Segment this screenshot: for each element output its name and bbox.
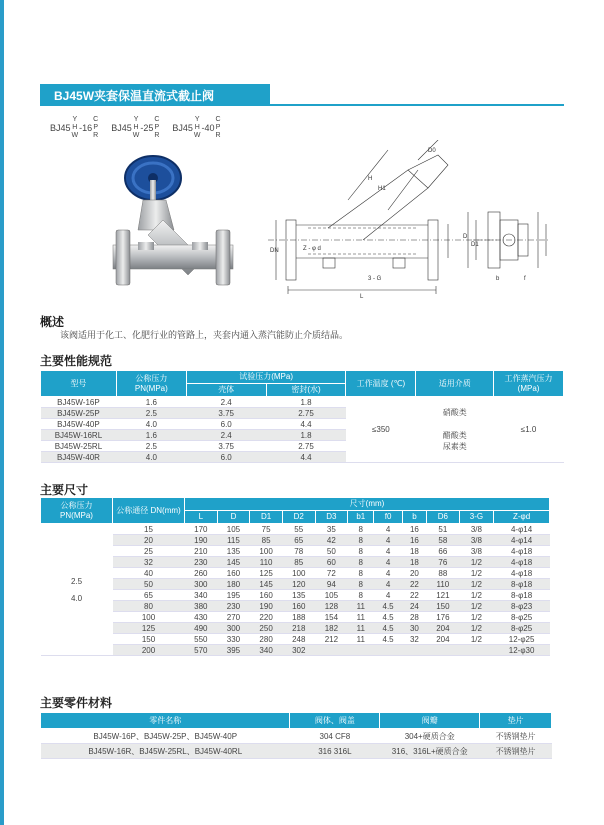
- size-cell: 8-φ18: [494, 590, 550, 601]
- model-code-prefix: BJ45: [111, 123, 132, 133]
- perf-cell: 1.8: [266, 397, 346, 408]
- size-col-header: D3: [315, 511, 348, 524]
- model-code-letter: Y: [133, 116, 139, 123]
- model-code-letter: C: [93, 116, 99, 123]
- size-cell: [402, 645, 426, 656]
- performance-table: [40, 370, 564, 463]
- size-cell: 50: [113, 579, 185, 590]
- size-cell: 135: [282, 590, 315, 601]
- perf-cell: 2.4: [186, 397, 266, 408]
- size-cell: 22: [402, 579, 426, 590]
- size-cell: 160: [250, 590, 283, 601]
- size-cell: 42: [315, 535, 348, 546]
- page-title: BJ45W夹套保温直流式截止阀: [40, 84, 270, 104]
- perf-cell: BJ45W-40R: [41, 452, 117, 463]
- size-cell: 176: [427, 612, 460, 623]
- dim-label-H1: H1: [378, 186, 386, 192]
- size-cell: 135: [217, 546, 250, 557]
- size-cell: 430: [185, 612, 218, 623]
- size-cell: 280: [250, 634, 283, 645]
- perf-temp-cell: ≤350: [346, 397, 416, 463]
- model-code-letters: [72, 116, 79, 140]
- size-col-header: D6: [427, 511, 460, 524]
- size-row: [41, 590, 550, 601]
- model-code-materials: [216, 116, 221, 140]
- size-cell: 20: [113, 535, 185, 546]
- mat-cell: 不锈钢垫片: [480, 744, 552, 759]
- size-cell: 160: [217, 568, 250, 579]
- size-cell: 260: [185, 568, 218, 579]
- model-code-letter: P: [154, 124, 160, 131]
- perf-cell: 1.6: [116, 397, 186, 408]
- mat-header: 零件名称: [41, 713, 290, 729]
- model-code-letter: H: [133, 124, 139, 131]
- size-cell: 395: [217, 645, 250, 656]
- size-cell: 11: [348, 612, 374, 623]
- size-cell: 105: [217, 524, 250, 535]
- size-cell: 8: [348, 557, 374, 568]
- model-code-letter: W: [193, 132, 201, 139]
- size-cell: 150: [113, 634, 185, 645]
- model-code-letters: [194, 116, 201, 140]
- size-cell: 16: [402, 524, 426, 535]
- size-cell: 4: [374, 557, 402, 568]
- size-cell: 180: [217, 579, 250, 590]
- perf-cell: 2.75: [266, 441, 346, 452]
- size-col-header: D2: [282, 511, 315, 524]
- perf-cell: 3.75: [186, 408, 266, 419]
- size-cell: 8-φ25: [494, 612, 550, 623]
- size-col-header: 3-G: [459, 511, 493, 524]
- perf-cell: 4.0: [116, 452, 186, 463]
- size-cell: 32: [113, 557, 185, 568]
- size-row: [41, 535, 550, 546]
- size-row: [41, 579, 550, 590]
- size-cell: 188: [282, 612, 315, 623]
- mat-row: [41, 744, 552, 759]
- size-cell: 1/2: [459, 579, 493, 590]
- size-header-dn: 公称通径 DN(mm): [113, 498, 185, 524]
- valve-photo: [108, 150, 238, 295]
- size-row: [41, 524, 550, 535]
- size-cell: 270: [217, 612, 250, 623]
- size-row: [41, 568, 550, 579]
- size-cell: 125: [250, 568, 283, 579]
- size-cell: 28: [402, 612, 426, 623]
- size-cell: 55: [282, 524, 315, 535]
- mat-cell: 316、316L+硬质合金: [380, 744, 480, 759]
- mat-cell: 不锈钢垫片: [480, 729, 552, 744]
- size-cell: [374, 645, 402, 656]
- overview-text: 该阀适用于化工、化肥行业的管路上，夹套内通入蒸汽能防止介质结晶。: [60, 330, 349, 340]
- size-cell: 300: [217, 623, 250, 634]
- size-cell: 182: [315, 623, 348, 634]
- size-cell: 154: [315, 612, 348, 623]
- size-cell: 4: [374, 568, 402, 579]
- size-cell: 120: [282, 579, 315, 590]
- mat-header: 阀体、阀盖: [290, 713, 380, 729]
- mat-cell: 304+硬质合金: [380, 729, 480, 744]
- perf-cell: BJ45W-16P: [41, 397, 117, 408]
- overview-heading: 概述: [40, 315, 65, 329]
- size-cell: 200: [113, 645, 185, 656]
- size-cell: 100: [113, 612, 185, 623]
- size-cell: 20: [402, 568, 426, 579]
- size-cell: 11: [348, 601, 374, 612]
- size-cell: 58: [427, 535, 460, 546]
- perf-header-seal: 密封(水): [266, 384, 346, 397]
- size-cell: 4-φ18: [494, 557, 550, 568]
- dim-label-b: b: [496, 276, 500, 282]
- perf-header-steam: 工作蒸汽压力 (MPa): [494, 371, 564, 397]
- size-cell: 12-φ30: [494, 645, 550, 656]
- perf-cell: BJ45W-25RL: [41, 441, 117, 452]
- size-cell: 145: [217, 557, 250, 568]
- size-cell: 248: [282, 634, 315, 645]
- mat-cell: BJ45W-16P、BJ45W-25P、BJ45W-40P: [41, 729, 290, 744]
- size-cell: [348, 645, 374, 656]
- size-cell: 4-φ18: [494, 546, 550, 557]
- dim-label-g: 3 - G: [368, 276, 382, 282]
- perf-cell: 2.5: [116, 441, 186, 452]
- size-cell: 110: [250, 557, 283, 568]
- model-code: [111, 116, 160, 140]
- perf-header-medium: 适用介质: [416, 371, 494, 397]
- dim-label-H: H: [368, 176, 373, 182]
- size-cell: 50: [315, 546, 348, 557]
- perf-cell: 2.5: [116, 408, 186, 419]
- size-cell: 8-φ18: [494, 579, 550, 590]
- dim-label-zd: Z - φ d: [303, 246, 321, 252]
- perf-cell: 2.75: [266, 408, 346, 419]
- size-cell: 100: [282, 568, 315, 579]
- size-cell: 115: [217, 535, 250, 546]
- size-cell: 18: [402, 557, 426, 568]
- size-cell: 88: [427, 568, 460, 579]
- perf-cell: 2.4: [186, 430, 266, 441]
- size-header-pn: 公称压力 PN(MPa): [41, 498, 113, 524]
- perf-cell: BJ45W-40P: [41, 419, 117, 430]
- size-cell: 150: [427, 601, 460, 612]
- size-cell: 24: [402, 601, 426, 612]
- size-cell: 4.5: [374, 601, 402, 612]
- perf-cell: BJ45W-25P: [41, 408, 117, 419]
- size-row: [41, 645, 550, 656]
- size-cell: 125: [113, 623, 185, 634]
- size-cell: 80: [113, 601, 185, 612]
- size-cell: 8: [348, 579, 374, 590]
- size-cell: 204: [427, 634, 460, 645]
- size-cell: 75: [250, 524, 283, 535]
- size-cell: 11: [348, 634, 374, 645]
- materials-heading: 主要零件材料: [40, 696, 113, 710]
- model-code-letter: Y: [72, 116, 78, 123]
- size-cell: 340: [185, 590, 218, 601]
- perf-cell: 1.6: [116, 430, 186, 441]
- size-cell: 72: [315, 568, 348, 579]
- size-cell: 190: [250, 601, 283, 612]
- perf-medium-cell: [416, 397, 494, 463]
- size-cell: 30: [402, 623, 426, 634]
- perf-steam-cell: ≤1.0: [494, 397, 564, 463]
- size-cell: 1/2: [459, 568, 493, 579]
- model-code-letter: H: [72, 124, 78, 131]
- size-cell: 4-φ14: [494, 524, 550, 535]
- size-row: [41, 546, 550, 557]
- size-pn-cell: [41, 524, 113, 656]
- size-cell: 12-φ25: [494, 634, 550, 645]
- size-cell: 204: [427, 623, 460, 634]
- size-cell: 490: [185, 623, 218, 634]
- size-cell: 3/8: [459, 524, 493, 535]
- size-cell: 18: [402, 546, 426, 557]
- size-cell: 8: [348, 546, 374, 557]
- size-cell: 8: [348, 590, 374, 601]
- size-cell: 210: [185, 546, 218, 557]
- model-code-letter: Y: [194, 116, 200, 123]
- perf-medium-3: 尿素类: [442, 442, 467, 451]
- dim-label-f: f: [524, 276, 526, 282]
- size-cell: 32: [402, 634, 426, 645]
- size-cell: 60: [315, 557, 348, 568]
- size-row: [41, 612, 550, 623]
- model-code-letter: P: [215, 124, 221, 131]
- dim-label-D: D: [463, 234, 468, 240]
- size-cell: 11: [348, 623, 374, 634]
- size-col-header: Z-φd: [494, 511, 550, 524]
- size-cell: 8: [348, 568, 374, 579]
- model-code-letter: R: [93, 132, 99, 139]
- model-code-letters: [133, 116, 140, 140]
- model-code-letter: H: [194, 124, 200, 131]
- size-cell: 195: [217, 590, 250, 601]
- size-cell: 22: [402, 590, 426, 601]
- size-cell: 300: [185, 579, 218, 590]
- dim-label-DN: DN: [270, 248, 279, 254]
- model-code-letter: R: [154, 132, 160, 139]
- perf-header-shell: 壳体: [186, 384, 266, 397]
- size-cell: 4: [374, 579, 402, 590]
- size-cell: [459, 645, 493, 656]
- size-cell: 160: [282, 601, 315, 612]
- perf-header-test: 试验压力(MPa): [186, 371, 346, 384]
- size-cell: 65: [113, 590, 185, 601]
- perf-header-pn: 公称压力 PN(MPa): [116, 371, 186, 397]
- perf-cell: BJ45W-16RL: [41, 430, 117, 441]
- size-cell: 212: [315, 634, 348, 645]
- size-cell: 1/2: [459, 557, 493, 568]
- dim-label-D1: D1: [471, 242, 479, 248]
- size-cell: 1/2: [459, 601, 493, 612]
- size-row: [41, 623, 550, 634]
- performance-heading: 主要性能规范: [40, 354, 113, 368]
- model-code: [50, 116, 99, 140]
- model-code-prefix: BJ45: [50, 123, 71, 133]
- model-codes: [50, 116, 222, 140]
- model-code-prefix: BJ45: [172, 123, 193, 133]
- perf-medium-2: 醋酸类: [442, 431, 467, 440]
- sizes-table: [40, 497, 550, 656]
- size-row: [41, 557, 550, 568]
- size-cell: 105: [315, 590, 348, 601]
- model-code-letter: R: [215, 132, 221, 139]
- model-code-pressure: -25: [140, 123, 154, 133]
- perf-cell: 6.0: [186, 419, 266, 430]
- size-cell: 4: [374, 546, 402, 557]
- size-cell: 110: [427, 579, 460, 590]
- size-row: [41, 634, 550, 645]
- size-cell: [315, 645, 348, 656]
- size-cell: 4-φ14: [494, 535, 550, 546]
- size-cell: 51: [427, 524, 460, 535]
- size-cell: 4: [374, 590, 402, 601]
- size-cell: 15: [113, 524, 185, 535]
- size-cell: 4.5: [374, 634, 402, 645]
- size-cell: 8: [348, 524, 374, 535]
- size-cell: 4-φ18: [494, 568, 550, 579]
- size-cell: 250: [250, 623, 283, 634]
- model-code-letter: C: [154, 116, 160, 123]
- size-cell: 128: [315, 601, 348, 612]
- size-col-header: D: [217, 511, 250, 524]
- size-pn-1: 2.5: [70, 576, 83, 586]
- dim-label-L: L: [360, 294, 364, 300]
- size-col-header: D1: [250, 511, 283, 524]
- perf-cell: 4.0: [116, 419, 186, 430]
- perf-cell: 6.0: [186, 452, 266, 463]
- size-cell: 85: [250, 535, 283, 546]
- perf-medium-gap: [418, 418, 492, 430]
- size-cell: 100: [250, 546, 283, 557]
- size-cell: 570: [185, 645, 218, 656]
- size-header-dims: 尺寸(mm): [185, 498, 550, 511]
- size-cell: 76: [427, 557, 460, 568]
- size-cell: 330: [217, 634, 250, 645]
- valve-technical-drawing: [268, 140, 568, 300]
- materials-table: [40, 712, 552, 759]
- size-cell: 230: [217, 601, 250, 612]
- size-cell: 230: [185, 557, 218, 568]
- size-cell: 4: [374, 524, 402, 535]
- size-cell: [427, 645, 460, 656]
- size-cell: 340: [250, 645, 283, 656]
- size-cell: 121: [427, 590, 460, 601]
- size-pn-gap: [43, 586, 111, 594]
- title-underline: [40, 104, 564, 106]
- size-col-header: f0: [374, 511, 402, 524]
- mat-cell: BJ45W-16R、BJ45W-25RL、BJ45W-40RL: [41, 744, 290, 759]
- size-cell: 170: [185, 524, 218, 535]
- size-cell: 94: [315, 579, 348, 590]
- size-cell: 40: [113, 568, 185, 579]
- size-cell: 1/2: [459, 623, 493, 634]
- perf-header-temp: 工作温度 (℃): [346, 371, 416, 397]
- size-cell: 35: [315, 524, 348, 535]
- mat-cell: 316 316L: [290, 744, 380, 759]
- size-cell: 85: [282, 557, 315, 568]
- mat-header: 阀瓣: [380, 713, 480, 729]
- size-cell: 218: [282, 623, 315, 634]
- size-cell: 8-φ25: [494, 623, 550, 634]
- size-cell: 4.5: [374, 612, 402, 623]
- size-cell: 25: [113, 546, 185, 557]
- model-code-letter: W: [71, 132, 79, 139]
- dim-label-D0: D0: [428, 148, 436, 154]
- perf-row: [41, 397, 564, 408]
- model-code-letter: P: [93, 124, 98, 131]
- perf-cell: 1.8: [266, 430, 346, 441]
- size-cell: 380: [185, 601, 218, 612]
- mat-cell: 304 CF8: [290, 729, 380, 744]
- size-row: [41, 601, 550, 612]
- perf-cell: 4.4: [266, 419, 346, 430]
- mat-row: [41, 729, 552, 744]
- size-cell: 3/8: [459, 546, 493, 557]
- size-cell: 550: [185, 634, 218, 645]
- size-cell: 65: [282, 535, 315, 546]
- size-cell: 4.5: [374, 623, 402, 634]
- size-cell: 4: [374, 535, 402, 546]
- size-col-header: b: [402, 511, 426, 524]
- size-cell: 8: [348, 535, 374, 546]
- model-code: [172, 116, 221, 140]
- perf-cell: 3.75: [186, 441, 266, 452]
- model-code-materials: [154, 116, 159, 140]
- perf-header-model: 型号: [41, 371, 117, 397]
- sizes-heading: 主要尺寸: [40, 483, 89, 497]
- size-cell: 220: [250, 612, 283, 623]
- model-code-pressure: -40: [201, 123, 215, 133]
- size-cell: 1/2: [459, 634, 493, 645]
- perf-cell: 4.4: [266, 452, 346, 463]
- size-cell: 145: [250, 579, 283, 590]
- size-cell: 190: [185, 535, 218, 546]
- size-col-header: b1: [348, 511, 374, 524]
- size-cell: 1/2: [459, 590, 493, 601]
- mat-header: 垫片: [480, 713, 552, 729]
- model-code-letter: W: [132, 132, 140, 139]
- size-cell: 1/2: [459, 612, 493, 623]
- size-cell: 66: [427, 546, 460, 557]
- size-cell: 78: [282, 546, 315, 557]
- size-cell: 16: [402, 535, 426, 546]
- size-cell: 8-φ23: [494, 601, 550, 612]
- model-code-materials: [93, 116, 98, 140]
- size-cell: 3/8: [459, 535, 493, 546]
- model-code-letter: C: [215, 116, 221, 123]
- perf-medium-1: 硝酸类: [442, 408, 467, 417]
- size-col-header: L: [185, 511, 218, 524]
- size-pn-2: 4.0: [70, 593, 83, 603]
- model-code-pressure: -16: [79, 123, 93, 133]
- size-cell: 302: [282, 645, 315, 656]
